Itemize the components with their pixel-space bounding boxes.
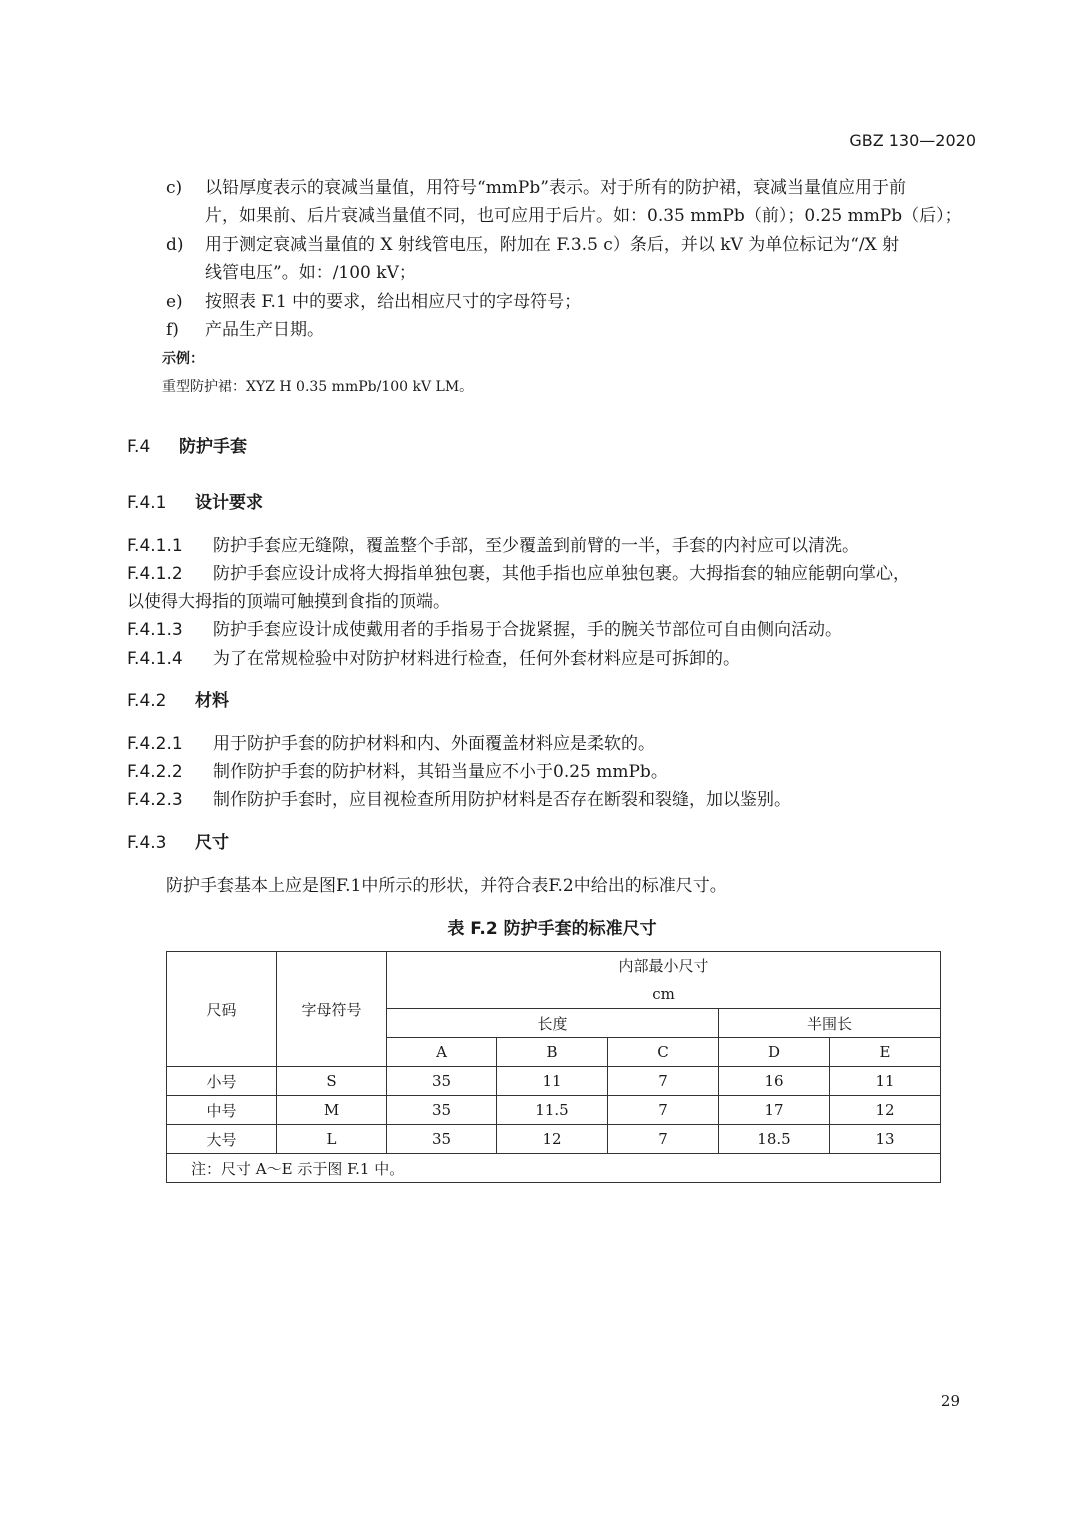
header-size: 尺码 [167, 952, 277, 1067]
header-inner-label: 内部最小尺寸 [618, 957, 709, 975]
cell-value: 16 [719, 1067, 830, 1096]
clause-f423 [127, 785, 791, 810]
section-number: F.4 [127, 437, 151, 457]
clause-text: 防护手套应无缝隙，覆盖整个手部，至少覆盖到前臂的一半，手套的内衬应可以清洗。 [213, 536, 859, 556]
cell-value: 13 [830, 1125, 941, 1154]
header-unit: cm [652, 985, 675, 1003]
section-heading-f42 [127, 686, 229, 711]
list-item-text: 片，如果前、后片衰减当量值不同，也可应用于后片。如：0.35 mmPb（前）；0.25 mmPb（后）； [205, 206, 962, 226]
list-item-label: d) [166, 235, 184, 255]
cell-value: 12 [497, 1125, 608, 1154]
clause-text: 防护手套应设计成使戴用者的手指易于合拢紧握，手的腕关节部位可自由侧向活动。 [213, 620, 842, 640]
clause-number: F.4.1.4 [127, 649, 183, 669]
section-heading-f4 [127, 432, 247, 457]
cell-value: 11.5 [497, 1096, 608, 1125]
clause-f413 [127, 615, 842, 640]
clause-number: F.4.1.1 [127, 536, 183, 556]
table-row [167, 1096, 941, 1125]
cell-value: 17 [719, 1096, 830, 1125]
list-item-label: c) [166, 178, 183, 198]
clause-number: F.4.2.2 [127, 762, 183, 782]
cell-value: 35 [387, 1125, 497, 1154]
col-header: C [608, 1038, 719, 1067]
clause-number: F.4.1.3 [127, 620, 183, 640]
size-table [166, 951, 941, 1183]
col-header: E [830, 1038, 941, 1067]
cell-value: 7 [608, 1096, 719, 1125]
clause-f414 [127, 644, 740, 669]
header-symbol: 字母符号 [277, 952, 387, 1067]
list-item-label: f) [166, 320, 179, 340]
col-header: B [497, 1038, 608, 1067]
cell-size: 小号 [167, 1067, 277, 1096]
col-header: A [387, 1038, 497, 1067]
clause-text: 用于防护手套的防护材料和内、外面覆盖材料应是柔软的。 [213, 734, 655, 754]
page-number: 29 [940, 1392, 960, 1410]
example-label: 示例： [162, 351, 204, 367]
col-header: D [719, 1038, 830, 1067]
clause-number: F.4.2.1 [127, 734, 183, 754]
cell-value: 7 [608, 1125, 719, 1154]
clause-f421 [127, 729, 655, 754]
table-row [167, 1125, 941, 1154]
section-title: 防护手套 [179, 437, 247, 457]
list-item-label: e) [166, 292, 183, 312]
cell-value: 35 [387, 1096, 497, 1125]
section-heading-f41 [127, 488, 263, 513]
section-number: F.4.2 [127, 691, 167, 711]
clause-f411 [127, 531, 859, 556]
table-note: 注：尺寸 A～E 示于图 F.1 中。 [167, 1154, 941, 1183]
paragraph-f43: 防护手套基本上应是图F.1中所示的形状，并符合表F.2中给出的标准尺寸。 [166, 876, 727, 896]
section-number: F.4.1 [127, 493, 167, 513]
list-item-text: 以铅厚度表示的衰减当量值，用符号“mmPb”表示。对于所有的防护裙，衰减当量值应用于前 [205, 178, 906, 198]
section-title: 设计要求 [195, 493, 263, 513]
section-number: F.4.3 [127, 833, 167, 853]
cell-value: 18.5 [719, 1125, 830, 1154]
cell-size: 大号 [167, 1125, 277, 1154]
cell-symbol: M [277, 1096, 387, 1125]
section-title: 尺寸 [195, 833, 229, 853]
header-half-girth: 半围长 [719, 1009, 941, 1038]
cell-size: 中号 [167, 1096, 277, 1125]
clause-number: F.4.1.2 [127, 564, 183, 584]
standard-number: GBZ 130—2020 [849, 131, 976, 150]
list-item-text: 按照表 F.1 中的要求，给出相应尺寸的字母符号； [205, 292, 582, 312]
table-caption: 表 F.2 防护手套的标准尺寸 [447, 919, 657, 939]
cell-value: 11 [497, 1067, 608, 1096]
section-title: 材料 [195, 691, 229, 711]
table-row [167, 1067, 941, 1096]
cell-value: 35 [387, 1067, 497, 1096]
clause-f412 [127, 559, 910, 584]
clause-number: F.4.2.3 [127, 790, 183, 810]
cell-symbol: L [277, 1125, 387, 1154]
clause-text: 制作防护手套的防护材料，其铅当量应不小于0.25 mmPb。 [213, 762, 668, 782]
list-item-text: 用于测定衰减当量值的 X 射线管电压，附加在 F.3.5 c）条后，并以 kV 为单位标记为“/X 射 [205, 235, 900, 255]
clause-text: 防护手套应设计成将大拇指单独包裹，其他手指也应单独包裹。大拇指套的轴应能朝向掌心， [213, 564, 910, 584]
cell-symbol: S [277, 1067, 387, 1096]
header-inner-min-size [387, 952, 941, 1009]
list-item-text: 产品生产日期。 [205, 320, 324, 340]
cell-value: 11 [830, 1067, 941, 1096]
example-text: 重型防护裙：XYZ H 0.35 mmPb/100 kV LM。 [162, 379, 474, 395]
cell-value: 7 [608, 1067, 719, 1096]
list-item-text: 线管电压”。如：/100 kV； [205, 263, 416, 283]
clause-f412-cont: 以使得大拇指的顶端可触摸到食指的顶端。 [127, 592, 450, 612]
clause-text: 制作防护手套时，应目视检查所用防护材料是否存在断裂和裂缝，加以鉴别。 [213, 790, 791, 810]
section-heading-f43 [127, 828, 229, 853]
cell-value: 12 [830, 1096, 941, 1125]
clause-text: 为了在常规检验中对防护材料进行检查，任何外套材料应是可拆卸的。 [213, 649, 740, 669]
clause-f422 [127, 757, 668, 782]
header-length: 长度 [387, 1009, 719, 1038]
